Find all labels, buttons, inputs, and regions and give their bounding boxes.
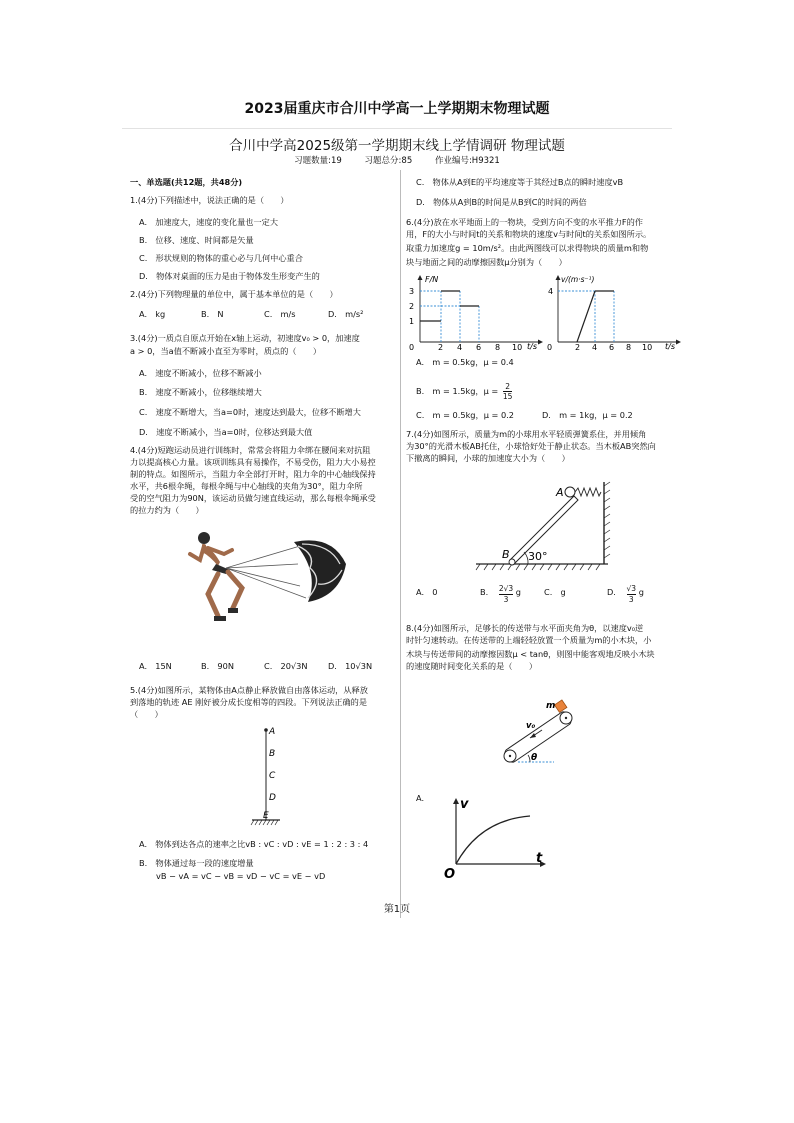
g1-xtick-6: 6 xyxy=(476,343,482,350)
free-fall-figure xyxy=(246,722,296,828)
q1-stem: 1.(4分)下列描述中，说法正确的是（ ） xyxy=(130,195,289,205)
exam-title: 合川中学高2025级第一学期期末线上学情调研 物理试题 xyxy=(229,138,565,154)
point-label-c: C xyxy=(269,771,276,781)
q6-stem-line3: 取重力加速度g = 10m/s²。由此两图线可以求得物块的质量m和物 xyxy=(406,243,649,253)
g1-origin: 0 xyxy=(409,343,415,350)
g1-xtick-2: 2 xyxy=(438,343,444,350)
q5-option-d: D. 物体从A到B的时间是从B到C的时间的两倍 xyxy=(416,197,587,207)
option-a-velocity-graph xyxy=(440,796,550,880)
fraction-denominator: 3 xyxy=(628,595,634,604)
q1-option-c: C. 形状规则的物体的重心必与几何中心重合 xyxy=(139,253,303,263)
fraction-numerator: 2√3 xyxy=(498,584,514,593)
q4-option-c: C. 20√3N xyxy=(264,661,308,671)
runner-parachute-figure xyxy=(182,524,352,634)
q6-option-b-fraction xyxy=(503,382,513,401)
q7-option-b-label: B. xyxy=(480,587,489,597)
g1-ytick-3: 3 xyxy=(409,287,415,296)
q3-stem-line2: a > 0，当a值不断减小直至为零时，质点的（ ） xyxy=(130,346,322,356)
q5-option-a: A. 物体到达各点的速率之比vB : vC : vD : vE = 1 : 2 : 3 : 4 xyxy=(139,839,369,849)
g2-xtick-10: 10 xyxy=(642,343,653,350)
q6-stem-line1: 6.(4分)放在水平地面上的一物块，受到方向不变的水平推力F的作 xyxy=(406,217,643,227)
q4-stem-line4: 水平，共6根伞绳，每根伞绳与中心轴线的夹角为30°，阻力伞所 xyxy=(130,481,363,491)
q4-stem-line5: 受的空气阻力为90N，该运动员做匀速直线运动，那么每根伞绳承受 xyxy=(130,493,376,503)
fraction-numerator: 2 xyxy=(503,382,513,392)
q3-option-d: D. 速度不断减小，当a=0时，位移达到最大值 xyxy=(139,427,313,437)
q8-stem-line3: 木块与传送带间的动摩擦因数μ < tanθ，则图中能客观地反映小木块 xyxy=(406,649,655,659)
g1-ylabel: F/N xyxy=(425,275,439,284)
q1-option-b: B. 位移、速度、时间都是矢量 xyxy=(139,235,254,245)
fraction-numerator: √3 xyxy=(626,584,637,593)
g2-ytick-4: 4 xyxy=(548,287,554,296)
q7-option-b-fraction xyxy=(499,584,513,605)
q2-option-b: B. N xyxy=(201,309,224,319)
q3-option-c: C. 速度不断增大，当a=0时，速度达到最大，位移不断增大 xyxy=(139,407,361,417)
q2-option-a: A. kg xyxy=(139,309,166,319)
spring-incline-figure xyxy=(474,478,622,576)
q5-stem-line2: 到落地的轨迹 AE 刚好被分成长度相等的四段。下列说法正确的是 xyxy=(130,697,368,707)
q6-option-a: A. m = 0.5kg，μ = 0.4 xyxy=(416,357,514,367)
q7-stem-line2: 为30°的光滑木板AB托住，小球恰好处于静止状态。当木板AB突然向 xyxy=(406,441,656,451)
page-number: 第1页 xyxy=(383,904,411,915)
g2-xtick-2: 2 xyxy=(575,343,581,350)
q8-stem-line2: 时针匀速转动。在传送带的上端轻轻放置一个质量为m的小木块，小 xyxy=(406,635,652,645)
q5-stem-line1: 5.(4分)如图所示，某物体由A点静止释放做自由落体运动，从释放 xyxy=(130,685,368,695)
point-label-d: D xyxy=(269,793,276,803)
g2-origin: 0 xyxy=(547,343,553,350)
q4-option-b: B. 90N xyxy=(201,661,234,671)
runner-icon xyxy=(190,532,242,621)
g1-xtick-4: 4 xyxy=(457,343,463,350)
g2-ylabel: v/(m·s⁻¹) xyxy=(561,275,595,284)
q8-option-a: A. xyxy=(416,793,425,803)
q6-stem-line4: 块与地面之间的动摩擦因数μ分别为（ ） xyxy=(406,257,567,267)
g1-xtick-8: 8 xyxy=(495,343,501,350)
q5-option-b-formula: vB − vA = vC − vB = vD − vC = vE − vD xyxy=(156,871,326,881)
q5-option-b: B. 物体通过每一段的速度增量 xyxy=(139,858,254,868)
q7-stem-line1: 7.(4分)如图所示，质量为m的小球用水平轻质弹簧系住，并用倾角 xyxy=(406,429,647,439)
q6-option-b xyxy=(416,382,512,401)
fraction-denominator: 3 xyxy=(503,595,509,604)
q7-option-a: A. 0 xyxy=(416,587,438,597)
velocity-time-graph xyxy=(544,272,682,350)
q6-stem-line2: 用，F的大小与时间t的关系和物块的速度v与时间t的关系如图所示。 xyxy=(406,229,652,239)
q3-stem-line1: 3.(4分)一质点自原点开始在x轴上运动，初速度v₀ > 0，加速度 xyxy=(130,333,360,343)
header-rule xyxy=(122,128,672,129)
q4-stem-line3: 制的特点。如图所示，当阻力伞全部打开时，阻力伞的中心轴线保持 xyxy=(130,469,376,479)
graph-v-label: v xyxy=(460,797,469,812)
graph-origin-label: O xyxy=(444,867,456,880)
q8-stem-line4: 的速度随时间变化关系的是（ ） xyxy=(406,661,538,671)
belt-speed-label: v₀ xyxy=(526,721,536,731)
q3-option-b: B. 速度不断减小，位移继续增大 xyxy=(139,387,262,397)
q2-option-d: D. m/s² xyxy=(328,309,364,319)
q7-option-d-label: D. xyxy=(607,587,616,597)
q6-option-b-text: B. m = 1.5kg，μ = xyxy=(416,386,499,396)
q4-option-d: D. 10√3N xyxy=(328,661,373,671)
force-time-graph xyxy=(406,272,544,350)
q5-option-c: C. 物体从A到E的平均速度等于其经过B点的瞬时速度vB xyxy=(416,177,624,187)
g2-xtick-6: 6 xyxy=(609,343,615,350)
q3-option-a: A. 速度不断减小，位移不断减小 xyxy=(139,368,262,378)
g2-xlabel: t/s xyxy=(665,342,675,350)
incline-label-b: B xyxy=(502,548,510,561)
total-score: 习题总分:85 xyxy=(364,156,413,166)
belt-angle-label: θ xyxy=(531,753,538,763)
column-divider xyxy=(400,170,401,918)
conveyor-figure xyxy=(496,698,592,768)
doc-title: 2023届重庆市合川中学高一上学期期末物理试题 xyxy=(244,101,550,117)
q7-option-d xyxy=(607,586,644,605)
point-label-b: B xyxy=(269,749,276,759)
g1-ytick-1: 1 xyxy=(409,317,415,326)
q7-stem-line3: 下撤离的瞬间，小球的加速度大小为（ ） xyxy=(406,453,570,463)
q8-stem-line1: 8.(4分)如图所示，足够长的传送带与水平面夹角为θ，以速度v₀逆 xyxy=(406,623,644,633)
fraction-denominator: 15 xyxy=(502,392,513,401)
q5-stem-line3: （ ） xyxy=(130,709,163,719)
assignment-code: 作业编号:H9321 xyxy=(434,156,500,166)
q4-stem-line6: 的拉力约为（ ） xyxy=(130,505,204,515)
section-heading: 一、单选题(共12题，共48分) xyxy=(130,177,243,187)
point-label-e: E xyxy=(263,811,269,821)
g2-xtick-8: 8 xyxy=(626,343,632,350)
q7-option-b xyxy=(480,586,521,605)
q6-option-c: C. m = 0.5kg，μ = 0.2 xyxy=(416,410,514,420)
q1-option-d: D. 物体对桌面的压力是由于物体发生形变产生的 xyxy=(139,271,320,281)
graph-t-label: t xyxy=(536,851,543,866)
q7-option-c: C. g xyxy=(544,587,566,597)
q2-option-c: C. m/s xyxy=(264,309,296,319)
incline-angle-label: 30° xyxy=(528,550,548,563)
q2-stem: 2.(4分)下列物理量的单位中，属于基本单位的是（ ） xyxy=(130,289,338,299)
incline-label-a: A xyxy=(556,486,564,499)
parachute-icon xyxy=(226,540,346,602)
q4-option-a: A. 15N xyxy=(139,661,172,671)
q6-option-d: D. m = 1kg，μ = 0.2 xyxy=(542,410,633,420)
g1-ytick-2: 2 xyxy=(409,302,415,311)
q1-option-a: A. 加速度大，速度的变化量也一定大 xyxy=(139,217,279,227)
block-mass-label: m xyxy=(546,701,556,711)
point-label-a: A xyxy=(269,727,276,737)
q7-option-d-fraction xyxy=(627,584,637,605)
g1-xtick-10: 10 xyxy=(512,343,523,350)
q7-option-b-suffix: g xyxy=(515,587,521,597)
question-count: 习题数量:19 xyxy=(294,156,342,166)
q7-option-d-suffix: g xyxy=(638,587,644,597)
g1-xlabel: t/s xyxy=(527,342,537,350)
g2-xtick-4: 4 xyxy=(592,343,598,350)
exam-meta xyxy=(0,154,794,166)
q4-stem-line1: 4.(4分)短跑运动员进行训练时，常常会将阻力伞绑在腰间来对抗阻 xyxy=(130,445,371,455)
q4-stem-line2: 力以提高核心力量。该项训练具有易操作，不易受伤，阻力大小易控 xyxy=(130,457,376,467)
